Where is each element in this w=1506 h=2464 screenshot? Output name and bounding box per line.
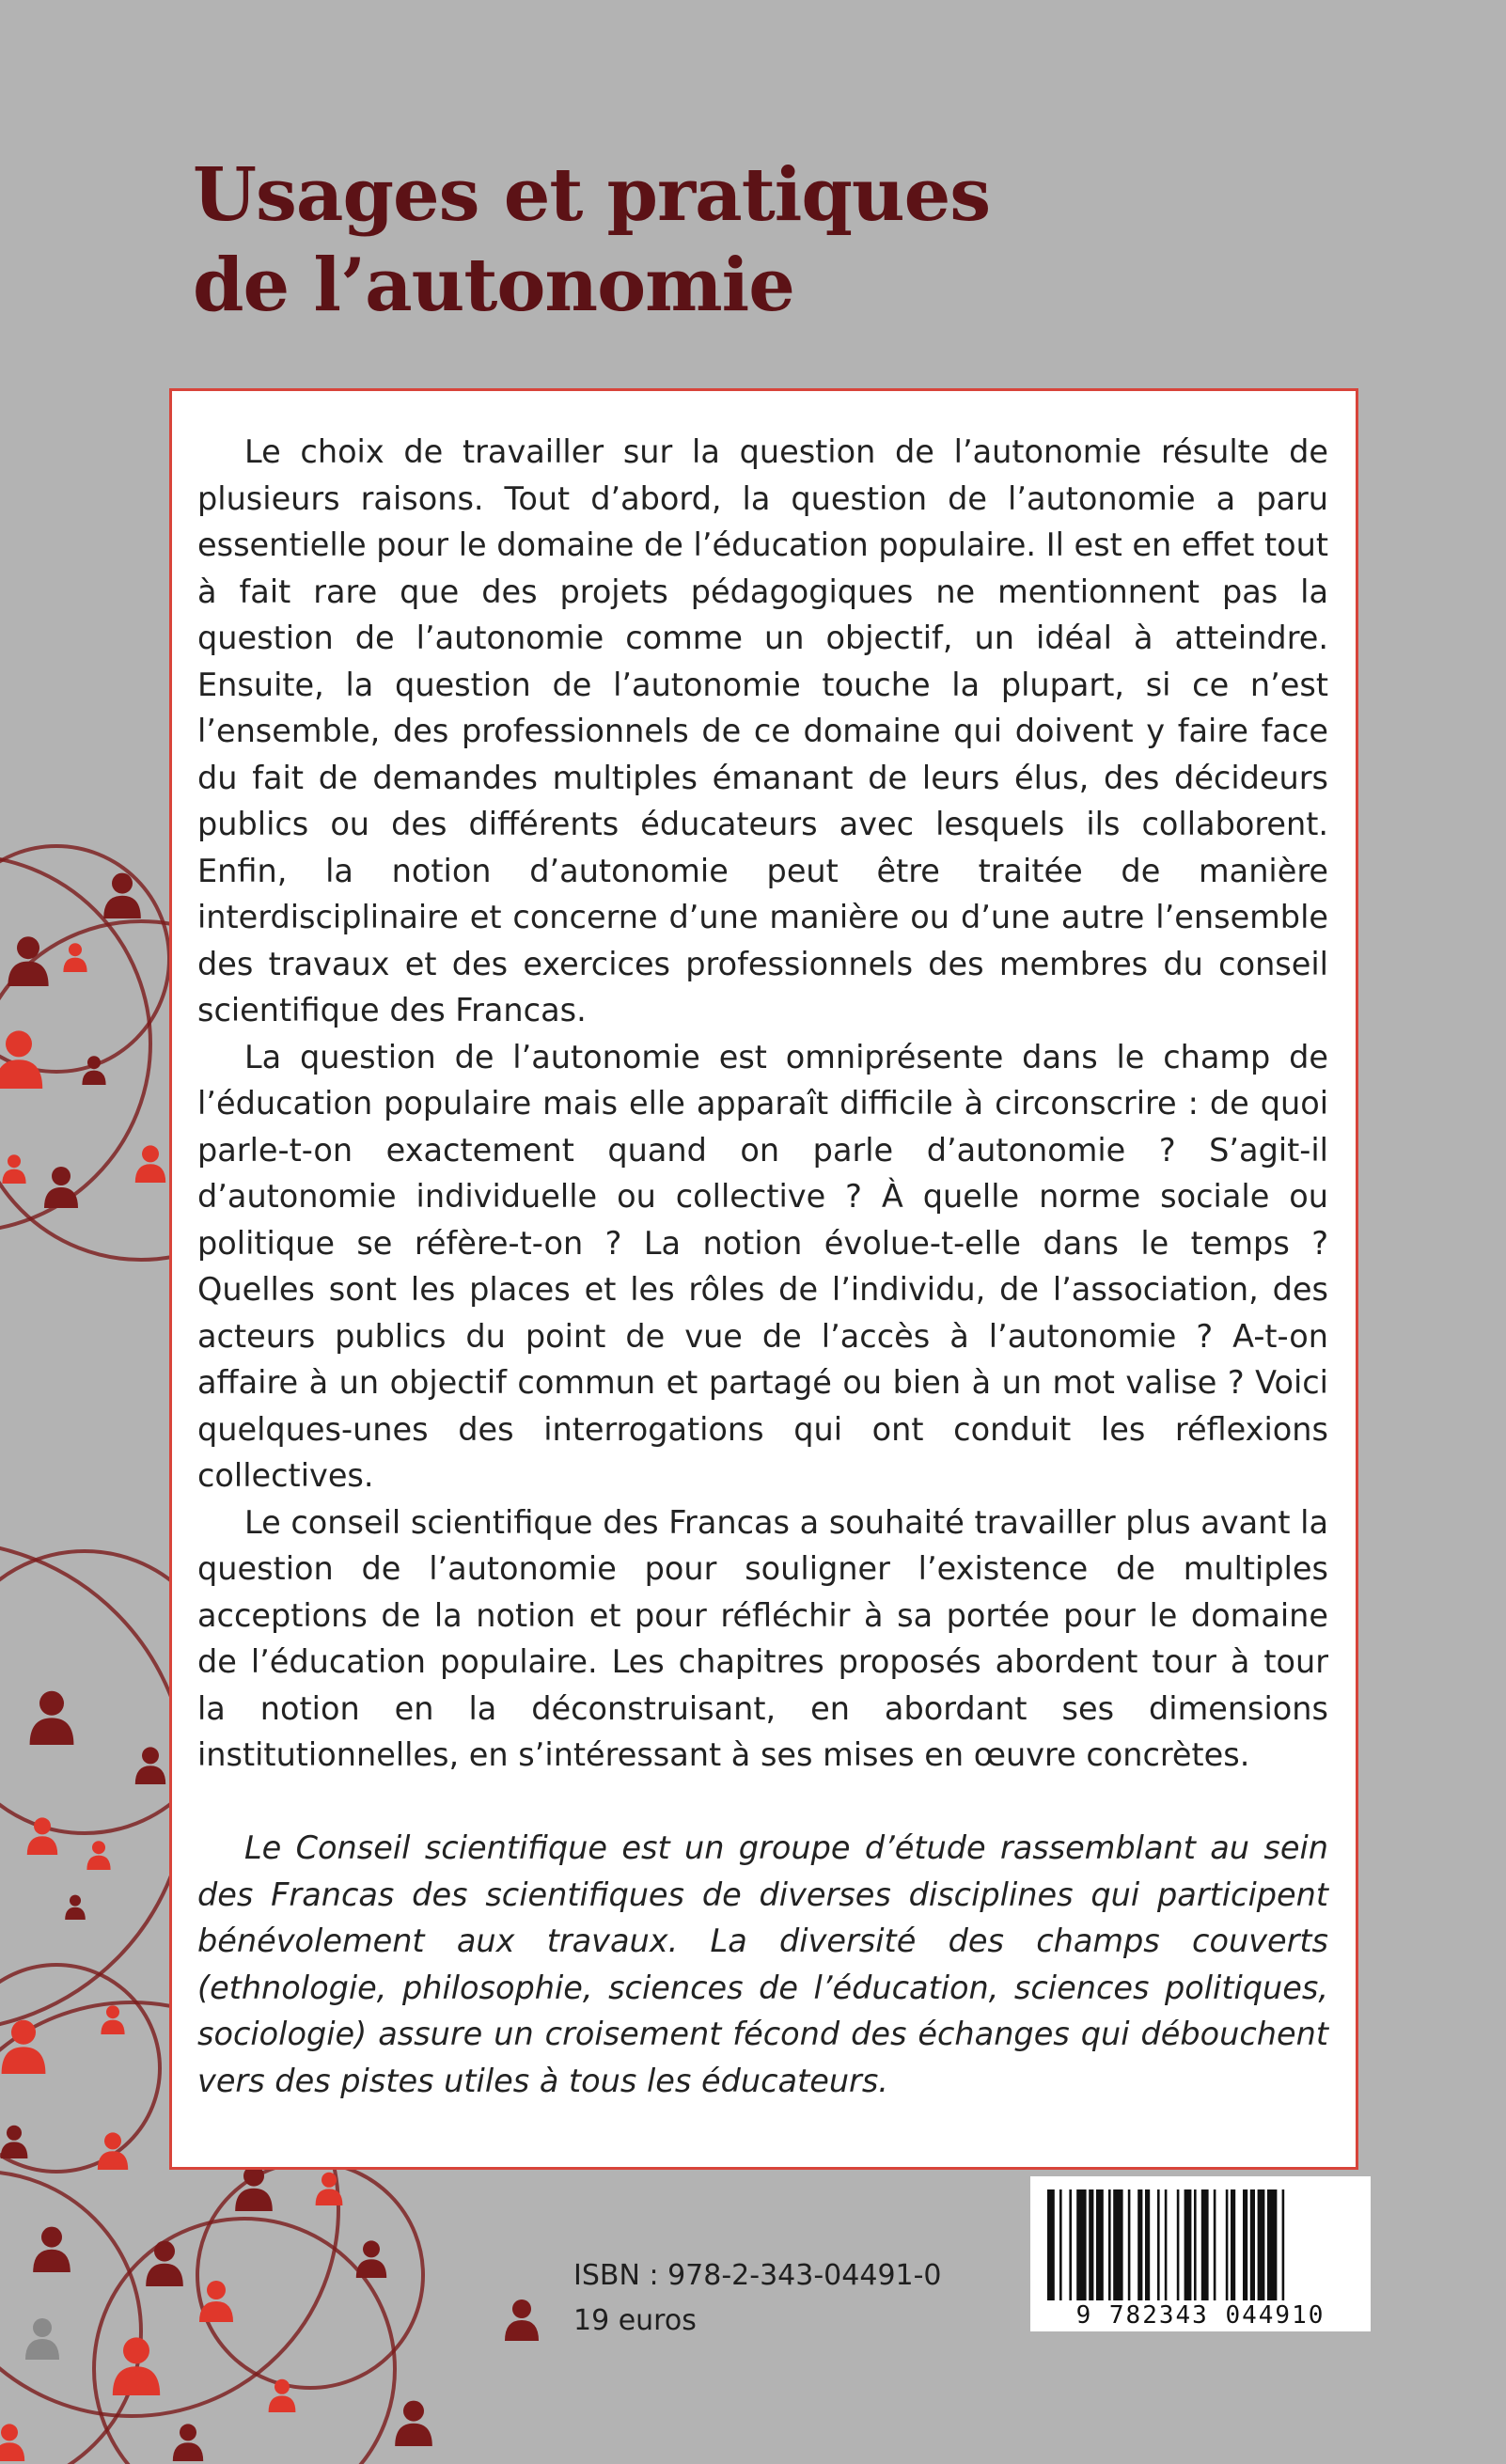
person-icon [356,2240,386,2278]
council-note: Le Conseil scientifique est un groupe d’étude rassemblant au sein des Francas des scientifiques de diverses disciplines qui participent bénévolement aux travaux. La diversité des champs couverts (ethnologie, philosophie, sciences de l’éducation, sciences politiques, sociologie) assure un croisement fécond des échanges qui débouchent vers des pistes utiles à tous les éducateurs. [197,1829,1328,2099]
person-icon [98,2132,128,2170]
person-icon [135,1747,165,1784]
person-icon [2,1154,25,1184]
body-paragraph-2: La question de l’autonomie est omniprésente dans le champ de l’éducation populaire mais elle apparaît difficile à circonscrire : de quoi parle-t-on exactement quand on parle d’autonomie ? S’agit-il d’autonomie individuelle ou collective ? À quelle norme sociale ou politique se réfère-t-on ? La notion évolue-t-elle dans le temps ? Quelles sont les places et les rôles de l’individu, de l’association, des acteurs publics du point de vue de l’accès à l’autonomie ? A-t-on affaire à un objectif commun et partagé ou bien à un mot valise ? Voici quelques-unes des interrogations qui ont conduit les réflexions collectives. [197,1038,1328,1494]
person-icon [30,1691,74,1745]
body-paragraph-3: Le conseil scientifique des Francas a souhaité travailler plus avant la question de l’autonomie pour souligner l’existence de multiples acceptions de la notion et pour réfléchir à sa portée pour le domaine de l’éducation populaire. Les chapitres proposés abordent tour à tour la notion en la déconstruisant, en abordant ses dimensions institutionnelles, en s’intéressant à ses mises en œuvre concrètes. [197,1503,1328,1773]
person-icon [44,1167,78,1208]
barcode-bars [1045,2189,1356,2300]
person-icon [65,1895,86,1920]
isbn-number: ISBN : 978-2-343-04491-0 [573,2259,942,2292]
person-icon [0,2424,24,2461]
person-icon [86,1841,110,1870]
person-icon [146,2241,183,2286]
title-line-2: de l’autonomie [193,243,794,328]
barcode [1030,2176,1371,2331]
person-icon [135,1145,165,1183]
person-icon [505,2299,539,2341]
person-icon [63,943,86,972]
person-icon [269,2379,296,2412]
person-icon [8,936,48,986]
isbn-price-block [573,2253,942,2344]
person-icon [2,2020,46,2074]
person-icon [25,2318,59,2360]
person-icon [173,2424,203,2461]
person-icon [199,2281,233,2322]
barcode-digits: 9 782343 044910 [1075,2301,1326,2330]
person-icon [33,2227,71,2272]
person-icon [395,2401,432,2446]
book-title [193,150,990,331]
body-paragraph-1: Le choix de travailler sur la question de l’autonomie résulte de plusieurs raisons. Tout d’abord, la question de l’autonomie a paru essentielle pour le domaine de l’éducation populaire. Il est en effet tout à fait rare que des projets pédagogiques ne mentionnent pas la question de l’autonomie comme un objectif, un idéal à atteindre. Ensuite, la question de l’autonomie touche la plupart, si ce n’est l’ensemble, des professionnels de ce domaine qui doivent y faire face du fait de demandes multiples émanant de leurs élus, des décideurs publics ou des différents éducateurs avec lesquels ils collaborent. Enfin, la notion d’autonomie peut être traitée de manière interdisciplinaire et concerne d’une manière ou d’une autre l’ensemble des travaux et des exercices professionnels des membres du conseil scientifique des Francas. [197,433,1328,1028]
person-icon [101,2005,124,2034]
back-cover-text-frame [169,388,1358,2170]
title-line-1: Usages et pratiques [193,152,991,238]
person-icon [1,2126,28,2158]
price: 19 euros [573,2304,697,2337]
